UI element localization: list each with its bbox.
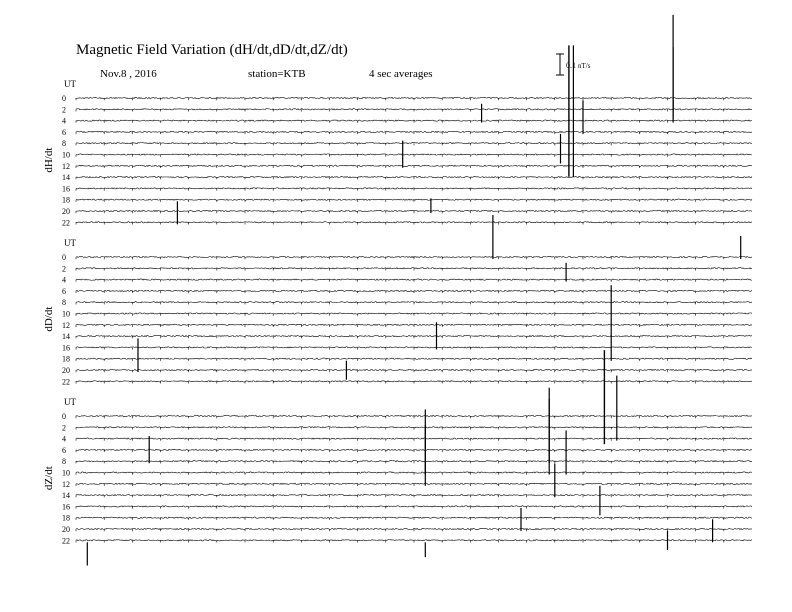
row-label: 20	[62, 207, 70, 216]
panel-ylabel: dD/dt	[43, 306, 55, 332]
row-label: 8	[62, 298, 66, 308]
row-label: 10	[62, 309, 70, 319]
row-label: 16	[62, 502, 70, 512]
scale-unit: nT/s	[578, 62, 591, 70]
row-label: 0	[62, 412, 66, 421]
station-label: station=KTB	[248, 68, 306, 80]
row-label: 20	[62, 525, 70, 534]
row-label: 12	[62, 479, 70, 489]
panel-dZ-dt	[43, 376, 752, 566]
row-label: 6	[62, 127, 66, 137]
row-label: 8	[62, 139, 66, 149]
row-label: 2	[62, 264, 66, 274]
row-label: 20	[62, 366, 70, 375]
panels-group	[43, 15, 752, 566]
row-label: 0	[62, 253, 66, 262]
averages-label: 4 sec averages	[369, 68, 433, 80]
chart-title: Magnetic Field Variation (dH/dt,dD/dt,dZ/dt)	[76, 42, 348, 58]
row-label: 18	[62, 195, 70, 205]
row-label: 4	[62, 116, 66, 126]
row-label: 22	[62, 536, 70, 546]
row-label: 12	[62, 320, 70, 330]
row-label: 10	[62, 468, 70, 478]
row-label: 8	[62, 457, 66, 467]
row-label: 22	[62, 377, 70, 387]
row-label: 22	[62, 218, 70, 228]
scale-value: 0.1	[566, 61, 576, 70]
row-label: 2	[62, 105, 66, 115]
row-label: 12	[62, 161, 70, 171]
ut-label: UT	[64, 79, 76, 89]
row-label: 0	[62, 94, 66, 103]
panel-ylabel: dZ/dt	[43, 466, 55, 491]
row-label: 14	[62, 491, 70, 501]
panel-ylabel: dH/dt	[43, 147, 55, 173]
ut-label: UT	[64, 397, 76, 407]
date-label: Nov.8 , 2016	[100, 68, 157, 80]
row-label: 2	[62, 423, 66, 433]
row-label: 6	[62, 286, 66, 296]
row-label: 18	[62, 354, 70, 364]
row-label: 4	[62, 275, 66, 285]
row-label: 18	[62, 513, 70, 523]
row-label: 4	[62, 434, 66, 444]
ut-label: UT	[64, 238, 76, 248]
row-label: 14	[62, 332, 70, 342]
panel-dD-dt	[43, 215, 752, 386]
row-label: 10	[62, 150, 70, 160]
row-label: 16	[62, 184, 70, 194]
row-label: 14	[62, 173, 70, 183]
large-spikes-group	[569, 45, 605, 444]
row-label: 16	[62, 343, 70, 353]
row-label: 6	[62, 445, 66, 455]
